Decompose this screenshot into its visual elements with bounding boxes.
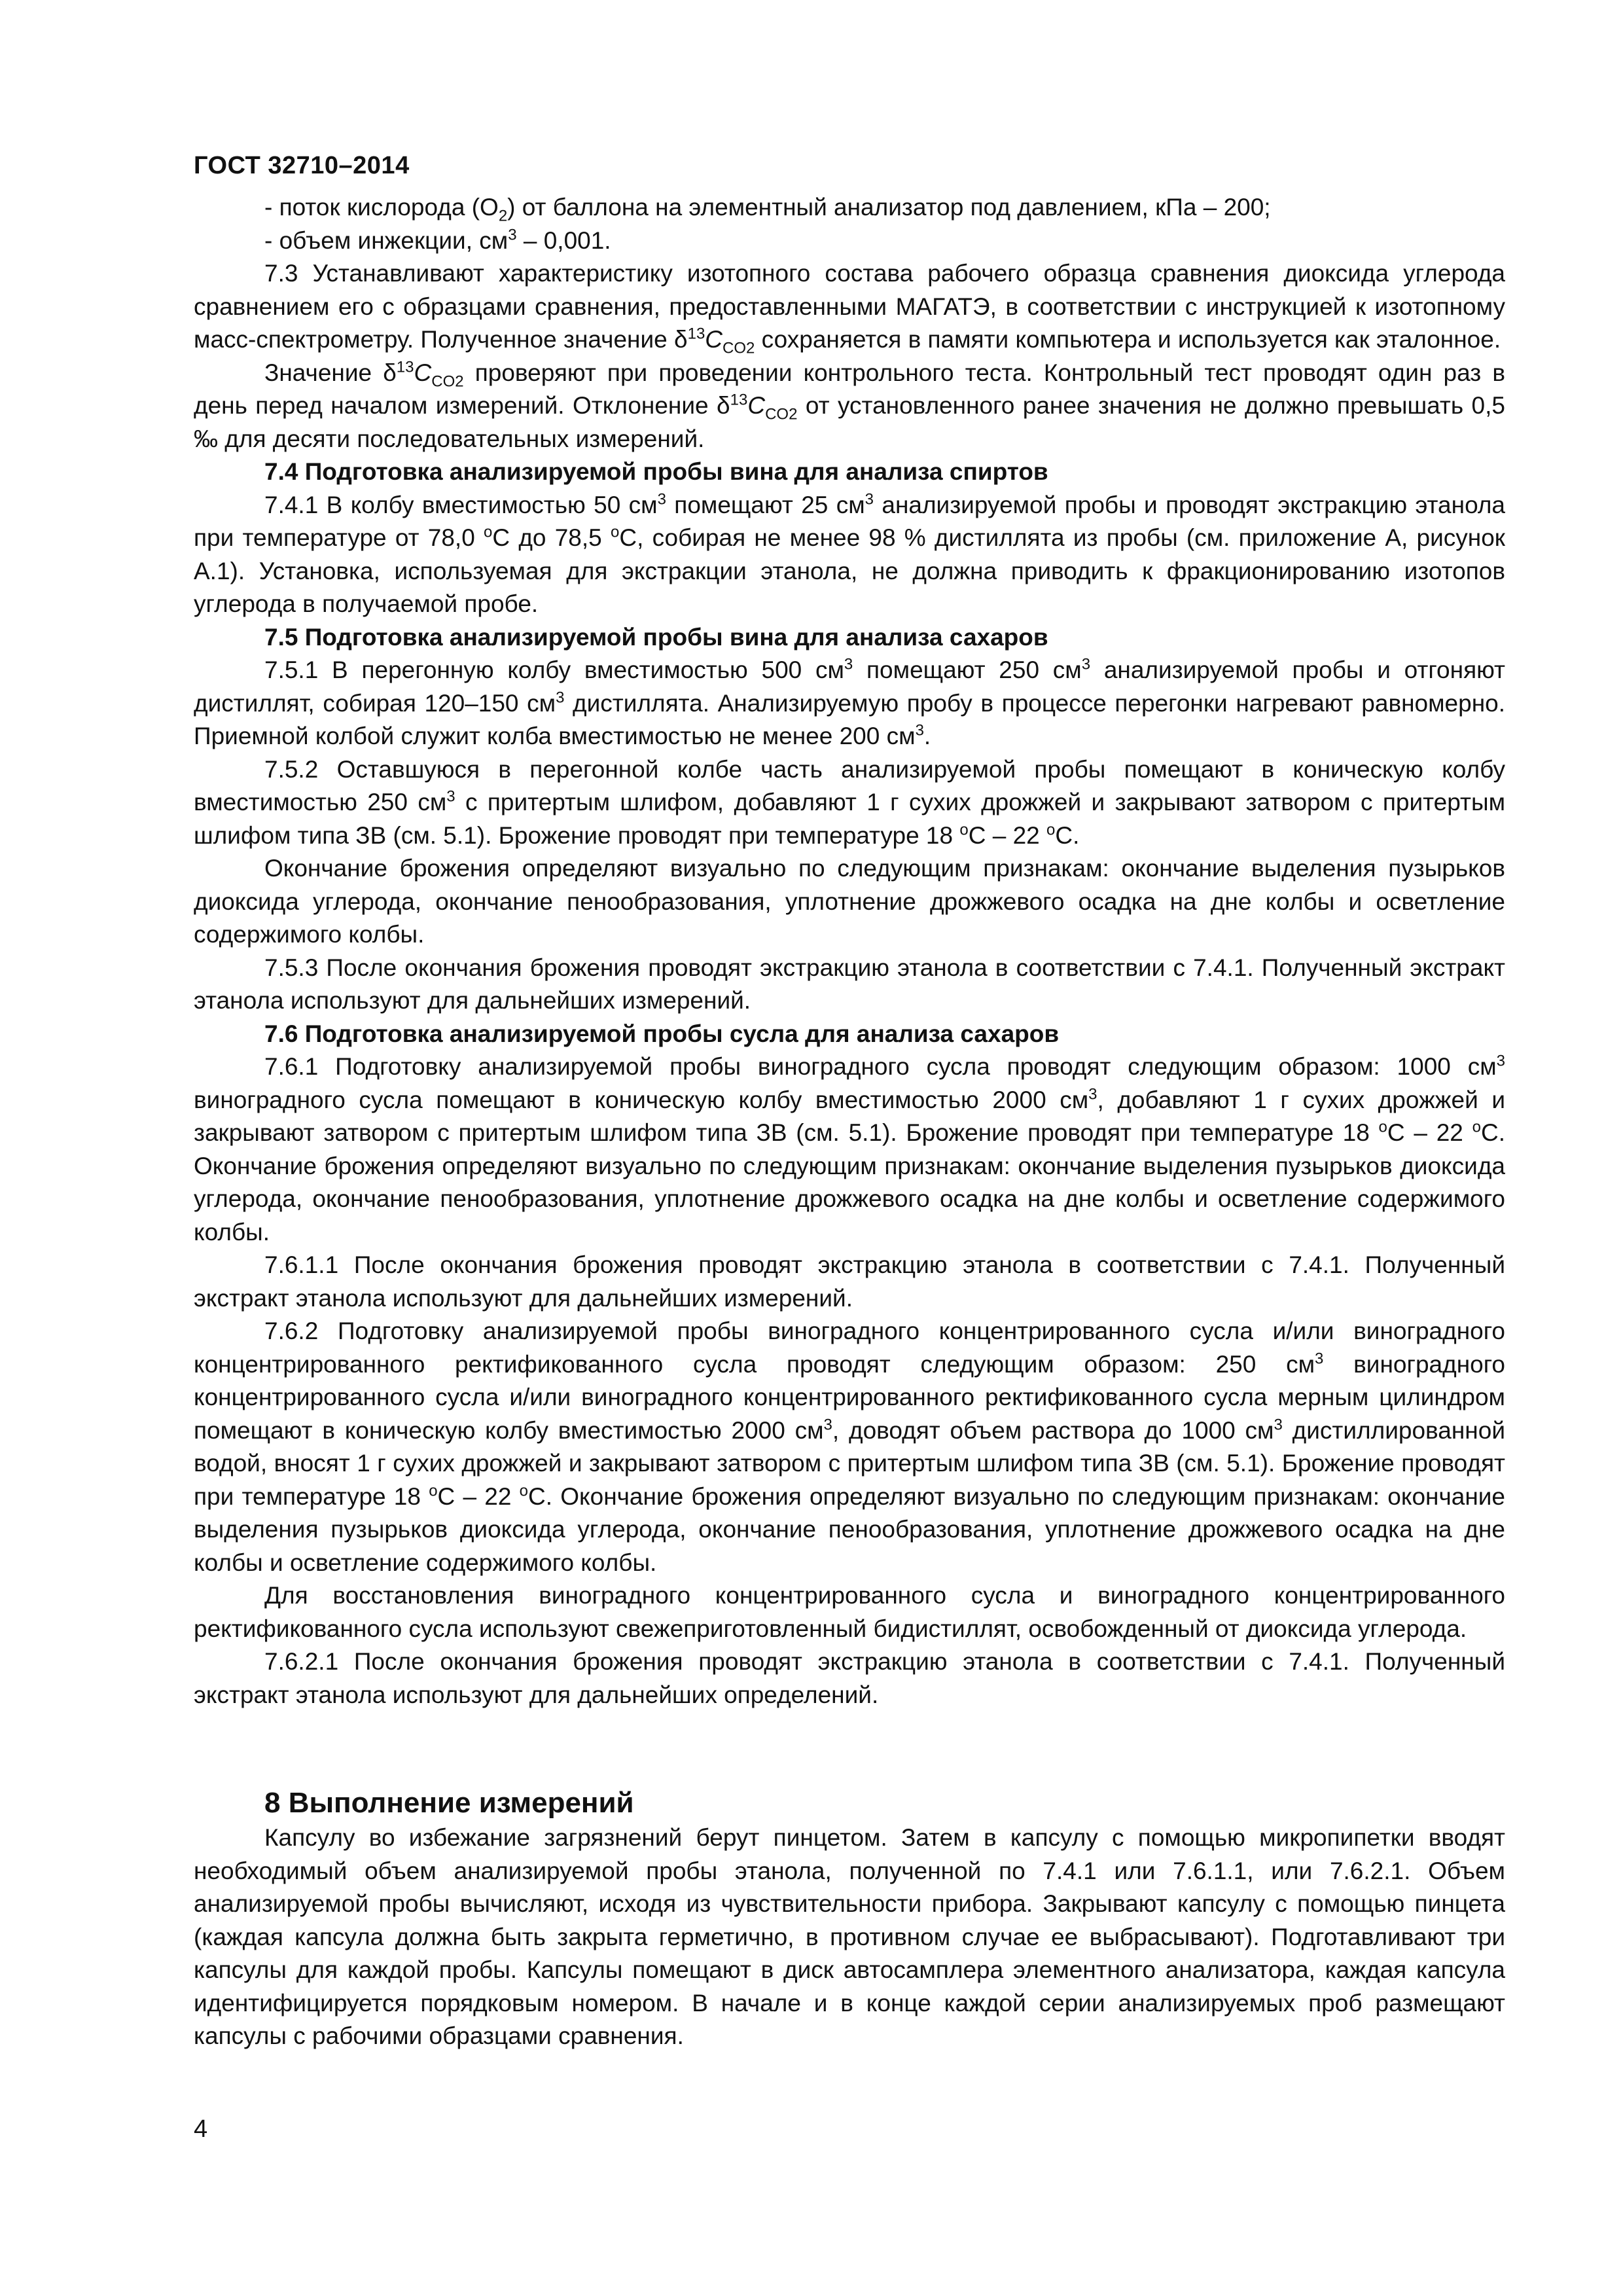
document-body — [194, 191, 1505, 2053]
paragraph-7-6-2: 7.6.2 Подготовку анализируемой пробы виноградного концентрированного сусла и/или виноградного концентрированного ректификованного сусла проводят следующим образом: 250 $см^3$ виноградного концентрированного сусла и/или виноградного концентрированного ректификованного сусла мерным цилиндром помещают в коническую колбу вместимостью 2000 $см^3$, доводят объем раствора до 1000 $см^3$ дистиллированной водой, вносят 1 г сухих дрожжей и закрывают затвором с притертым шлифом типа ЗВ (см. 5.1). Брожение проводят при температуре 18 $^o$С – 22 $^o$С. Окончание брожения определяют визуально по следующим признакам: окончание выделения пузырьков диоксида углерода, окончание пенообразования, уплотнение дрожжевого осадка на дне колбы и осветление содержимого колбы. — [194, 1318, 1505, 1576]
paragraph-7-5-1: 7.5.1 В перегонную колбу вместимостью 500 $см^3$ помещают 250 $см^3$ анализируемой пробы и отгоняют дистиллят, собирая 120–150 $см^3$ дистиллята. Анализируемую пробу в процессе перегонки нагревают равномерно. Приемной колбой служит колба вместимостью не менее 200 $см^3$. — [194, 655, 1505, 749]
heading-7-5: 7.5 Подготовка анализируемой пробы вина для анализа сахаров — [264, 623, 1048, 651]
heading-7-4: 7.4 Подготовка анализируемой пробы вина для анализа спиртов — [264, 458, 1048, 485]
paragraph-control-test: Значение $\delta^{13}C_{CO2}$ проверяют при проведении контрольного теста. Контрольный тест проводят один раз в день перед началом измерений. Отклонение $\delta^{13}C_{CO2}$ от установленного ранее значения не должно превышать 0,5 ‰ для десяти последовательных измерений. — [194, 358, 1505, 452]
paragraph-7-6-1-1: 7.6.1.1 После окончания брожения проводят экстракцию этанола в соответствии с 7.4.1. Полученный экстракт этанола используют для дальнейших измерений. — [194, 1251, 1505, 1312]
paragraph-7-6-2-1: 7.6.2.1 После окончания брожения проводят экстракцию этанола в соответствии с 7.4.1. Полученный экстракт этанола используют для дальнейших определений. — [194, 1648, 1505, 1708]
param-oxygen-flow: - поток кислорода $(O_2)$ от баллона на элементный анализатор под давлением, кПа – 200; — [264, 194, 1271, 225]
paragraph-7-6-1: 7.6.1 Подготовку анализируемой пробы виноградного сусла проводят следующим образом: 1000 $см^3$ виноградного сусла помещают в коническую колбу вместимостью 2000 $см^3$, добавляют 1 г сухих дрожжей и закрывают затвором с притертым шлифом типа ЗВ (см. 5.1). Брожение проводят при температуре 18 $^o$С – 22 $^o$С. Окончание брожения определяют визуально по следующим признакам: окончание выделения пузырьков диоксида углерода, окончание пенообразования, уплотнение дрожжевого осадка на дне колбы и осветление содержимого колбы. — [194, 1052, 1505, 1246]
heading-section-8: 8 Выполнение измерений — [264, 1787, 634, 1819]
heading-7-6: 7.6 Подготовка анализируемой пробы сусла для анализа сахаров — [264, 1020, 1060, 1047]
document-code-header: ГОСТ 32710–2014 — [194, 152, 410, 179]
paragraph-7-3: 7.3 Устанавливают характеристику изотопного состава рабочего образца сравнения диоксида углерода сравнением его с образцами сравнения, предоставленными МАГАТЭ, в соответствии с инструкцией к изотопному масс-спектрометру. Полученное значение $\delta^{13}C_{CO2}$ сохраняется в памяти компьютера и используется как эталонное. — [194, 260, 1505, 357]
paragraph-7-4-1: 7.4.1 В колбу вместимостью 50 $см^3$ помещают 25 $см^3$ анализируемой пробы и проводят экстракцию этанола при температуре от 78,0 $^o$С до 78,5 $^o$С, собирая не менее 98 % дистиллята из пробы (см. приложение А, рисунок А.1). Установка, используемая для экстракции этанола, не должна приводить к фракционированию изотопов углерода в получаемой пробе. — [194, 490, 1506, 617]
page-number: 4 — [194, 2115, 208, 2143]
paragraph-fermentation-end: Окончание брожения определяют визуально по следующим признакам: окончание выделения пузырьков диоксида углерода, окончание пенообразования, уплотнение дрожжевого осадка на дне колбы и осветление содержимого колбы. — [194, 855, 1505, 948]
paragraph-7-5-2: 7.5.2 Оставшуюся в перегонной колбе часть анализируемой пробы помещают в коническую колбу вместимостью 250 $см^3$ с притертым шлифом, добавляют 1 г сухих дрожжей и закрывают затвором с притертым шлифом типа ЗВ (см. 5.1). Брожение проводят при температуре 18 $^o$С – 22 $^o$С. — [194, 755, 1506, 849]
paragraph-7-5-3: 7.5.3 После окончания брожения проводят экстракцию этанола в соответствии с 7.4.1. Полученный экстракт этанола используют для дальнейших измерений. — [194, 954, 1505, 1014]
paragraph-restore: Для восстановления виноградного концентрированного сусла и виноградного концентрированного ректификованного сусла используют свежеприготовленный бидистиллят, освобожденный от диоксида углерода. — [194, 1582, 1505, 1642]
param-injection-volume: - объем инжекции, $см^3 - 0,001$. — [264, 226, 611, 254]
paragraph-8: Капсулу во избежание загрязнений берут пинцетом. Затем в капсулу с помощью микропипетки вводят необходимый объем анализируемой пробы этанола, полученной по 7.4.1 или 7.6.1.1, или 7.6.2.1. Объем анализируемой пробы вычисляют, исходя из чувствительности прибора. Закрывают капсулу с помощью пинцета (каждая капсула должна быть закрыта герметично, в противном случае ее выбрасывают). Подготавливают три капсулы для каждой пробы. Капсулы помещают в диск автосамплера элементного анализатора, каждая капсула идентифицируется порядковым номером. В начале и в конце каждой серии анализируемых проб размещают капсулы с рабочими образцами сравнения. — [194, 1824, 1505, 2049]
